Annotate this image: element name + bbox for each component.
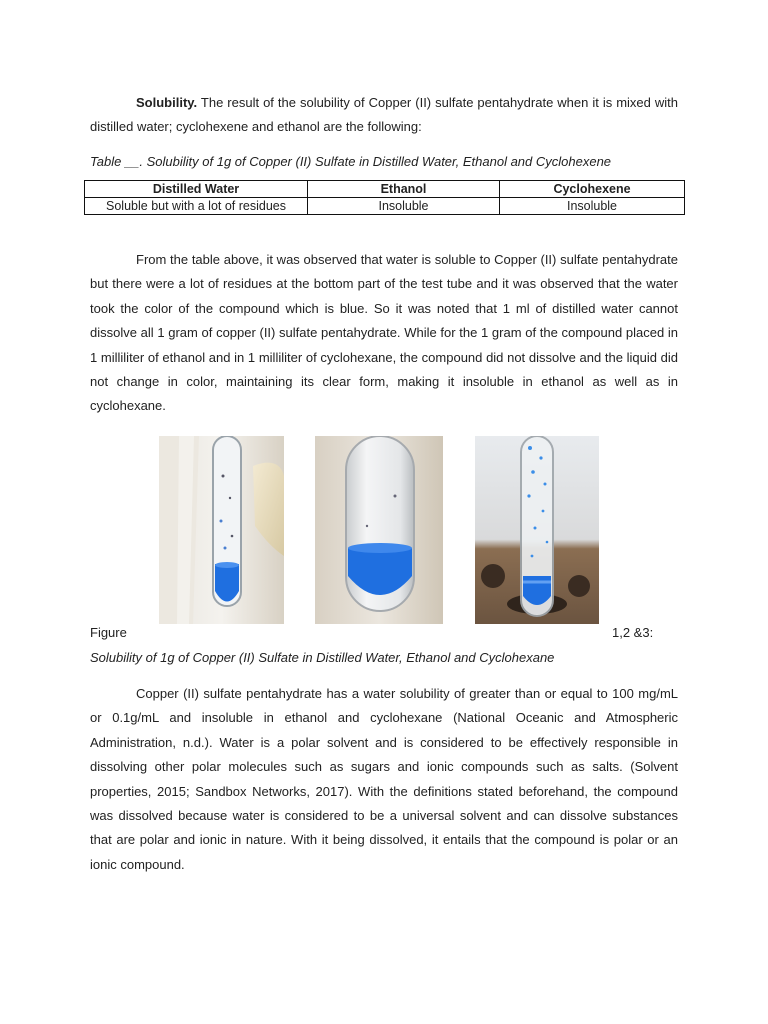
header-distilled-water: Distilled Water <box>85 181 308 198</box>
table-row <box>85 198 685 215</box>
solubility-heading: Solubility. <box>136 95 198 110</box>
cell-distilled-water: Soluble but with a lot of residues <box>85 198 308 215</box>
table-header-row <box>85 181 685 198</box>
table-caption <box>90 152 690 172</box>
figure-photo-distilled-water <box>159 436 284 624</box>
figure-photo-cyclohexene <box>475 436 599 624</box>
paragraph-discussion: Copper (II) sulfate pentahydrate has a water solubility of greater than or equal to 100 mg/mL or 0.1g/mL and insoluble in ethanol and cyclohexane (National Oceanic and Atmospheric Administration, n.d.). Water is a polar solvent and is considered to be effectively responsible in dissolving other polar molecules such as sugars and ionic compounds such as salts. (Solvent properties, 2015; Sandbox Networks, 2017). With the definitions stated beforehand, the compound was dissolved because water is considered to be a universal solvent and can dissolve substances that are polar and ionic in nature. With it being dissolved, it entails that the compound is polar or an ionic compound. <box>90 686 678 872</box>
solubility-intro-text: The result of the solubility of Copper (II) sulfate pentahydrate when it is mixed with distilled water; cyclohexene and ethanol are the following: <box>90 95 678 135</box>
solubility-table <box>84 180 685 215</box>
header-ethanol: Ethanol <box>308 181 500 198</box>
paragraph-observations: From the table above, it was observed that water is soluble to Copper (II) sulfate pentahydrate but there were a lot of residues at the bottom part of the test tube and it was observed that the water took the color of the compound which is blue. So it was noted that 1 ml of distilled water cannot dissolve all 1 gram of copper (II) sulfate pentahydrate. While for the 1 gram of the compound placed in 1 milliliter of ethanol and in 1 milliliter of cyclohexane, the compound did not dissolve and the liquid did not change in color, maintaining its clear form, making it insoluble in ethanol as well as in cyclohexane. <box>90 252 678 414</box>
header-cyclohexene: Cyclohexene <box>500 181 685 198</box>
figure-numbers: 1,2 &3: <box>612 625 654 640</box>
figure-photo-ethanol <box>315 436 443 624</box>
figure-caption: Solubility of 1g of Copper (II) Sulfate in Distilled Water, Ethanol and Cyclohexane <box>90 650 555 665</box>
cell-cyclohexene: Insoluble <box>500 198 685 215</box>
table-caption-text: Solubility of 1g of Copper (II) Sulfate in Distilled Water, Ethanol and Cyclohexene <box>146 154 612 169</box>
cell-ethanol: Insoluble <box>308 198 500 215</box>
figure-label: Figure <box>90 625 127 640</box>
table-caption-prefix: Table __. <box>90 154 147 169</box>
solubility-intro <box>90 91 678 140</box>
